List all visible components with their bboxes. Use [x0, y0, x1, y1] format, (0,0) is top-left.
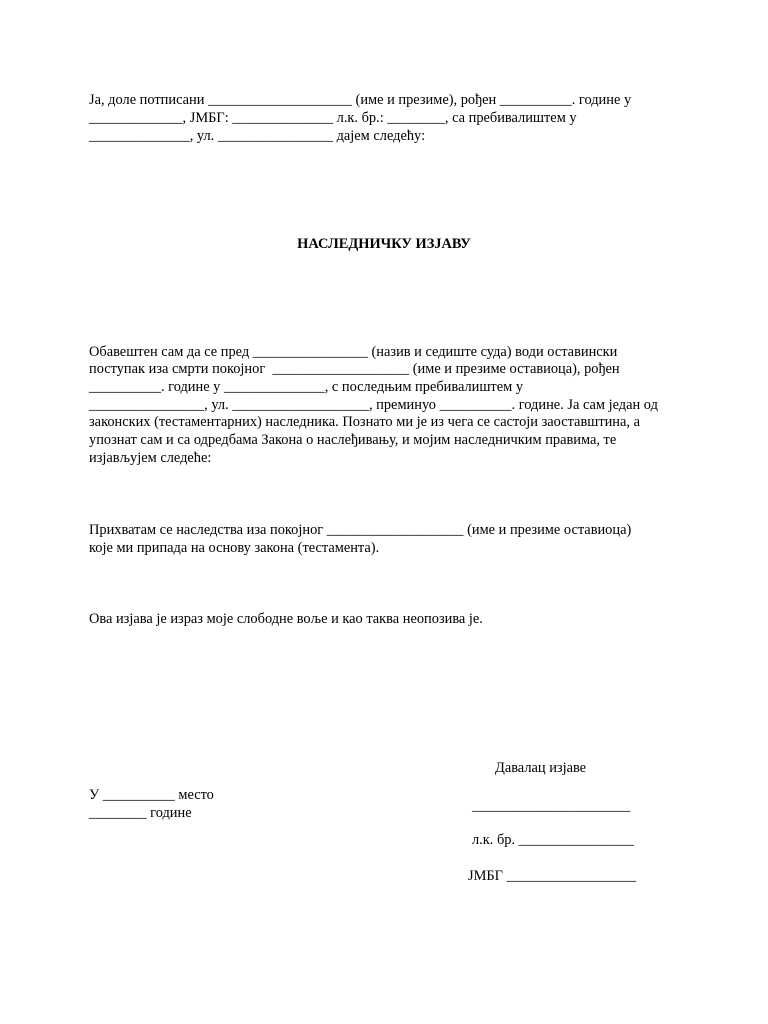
- notice-line-2: поступак иза смрти покојног ___________________ (име и презиме оставиоца), рођен: [89, 361, 620, 377]
- intro-line-2: _____________, ЈМБГ: ______________ л.к. бр.: ________, са пребивалиштем у: [89, 110, 577, 126]
- place-field: У __________ место: [89, 787, 214, 803]
- signature-line: ______________________: [472, 798, 631, 814]
- acceptance-line-2: које ми припада на основу закона (тестамента).: [89, 540, 380, 556]
- document-title: НАСЛЕДНИЧКУ ИЗЈАВУ: [297, 236, 471, 252]
- notice-line-4: ________________, ул. ___________________, преминуо __________. године. Ја сам један од: [89, 397, 658, 413]
- free-will-statement: Ова изјава је израз моје слободне воље и као таква неопозива је.: [89, 611, 483, 627]
- jmbg-field: ЈМБГ __________________: [468, 868, 637, 884]
- notice-line-7: изјављујем следеће:: [89, 450, 212, 466]
- intro-line-1: Ја, доле потписани ____________________ (име и презиме), рођен __________. године у: [89, 92, 632, 108]
- acceptance-line-1: Прихватам се наследства иза покојног ___________________ (име и презиме оставиоца): [89, 522, 632, 538]
- date-field: ________ године: [89, 805, 192, 821]
- id-card-field: л.к. бр. ________________: [472, 832, 634, 848]
- notice-line-6: упознат сам и са одредбама Закона о наслеђивању, и мојим наследничким правима, те: [89, 432, 617, 448]
- notice-line-1: Обавештен сам да се пред ________________ (назив и седиште суда) води оставински: [89, 344, 618, 360]
- notice-line-5: законских (тестаментарних) наследника. Познато ми је из чега се састоји заоставштина, а: [89, 414, 640, 430]
- intro-line-3: ______________, ул. ________________ дајем следећу:: [89, 128, 426, 144]
- declarant-heading: Давалац изјаве: [495, 760, 587, 776]
- notice-line-3: __________. године у ______________, с последњим пребивалиштем у: [89, 379, 524, 395]
